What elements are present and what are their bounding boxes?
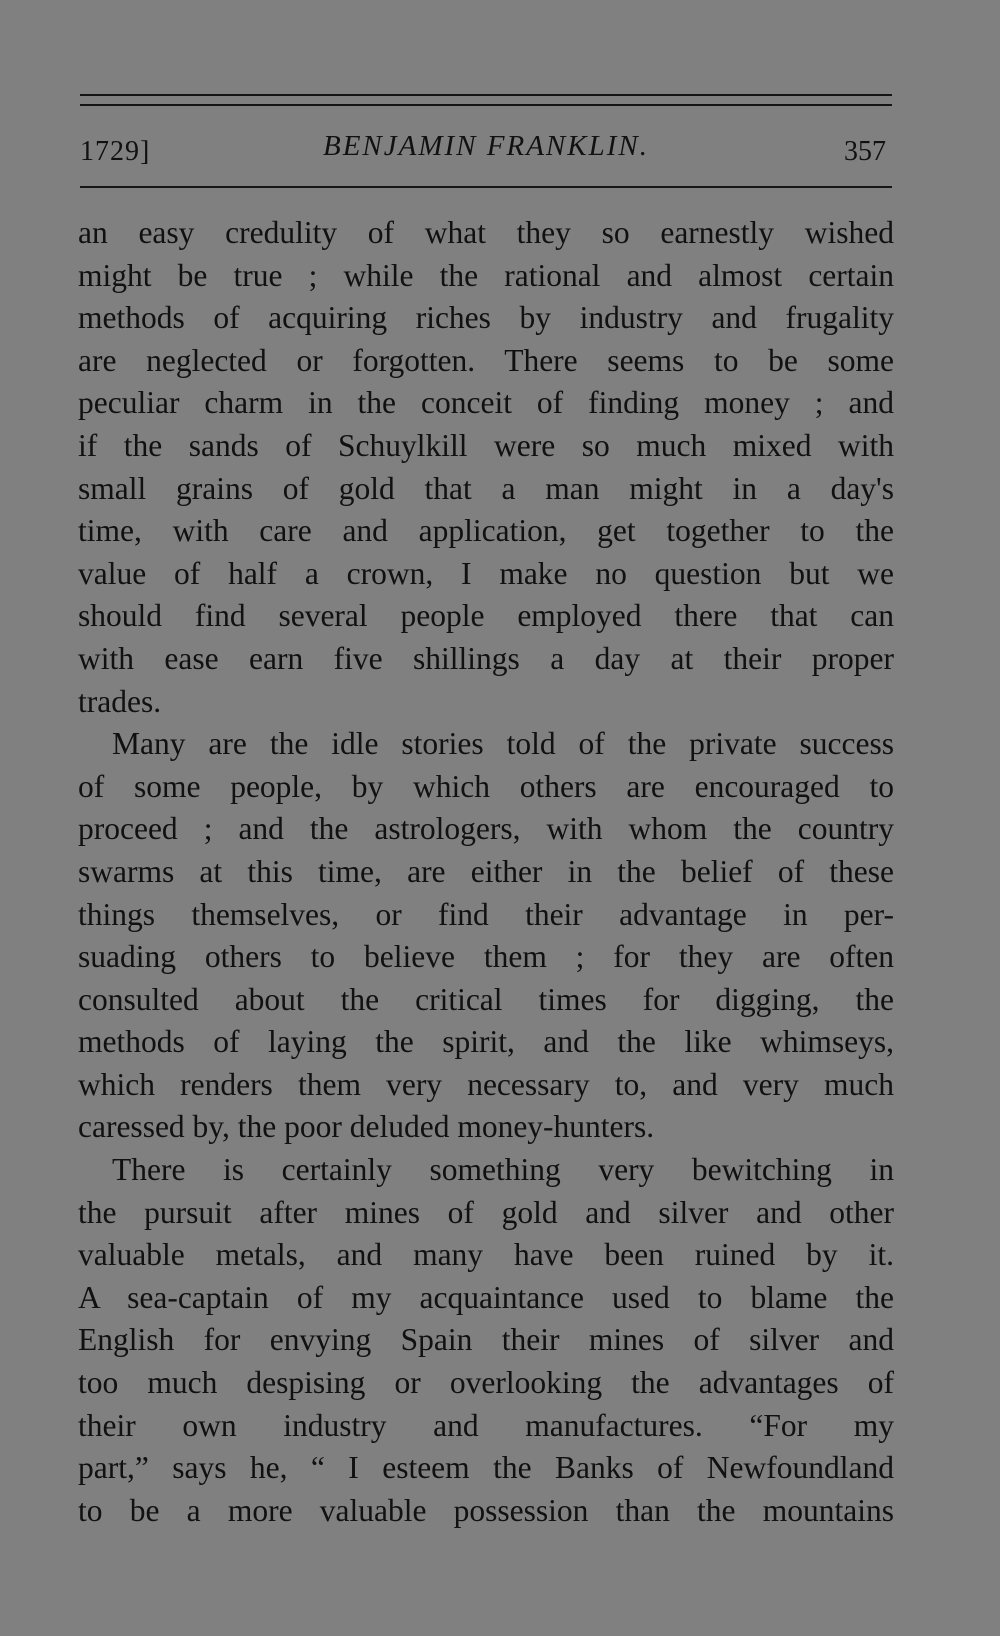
text-line: swarms at this time, are either in the belief of these <box>78 853 894 889</box>
header-rule <box>80 186 892 188</box>
text-line: value of half a crown, I make no question but we <box>78 555 894 591</box>
running-head <box>80 128 892 172</box>
top-rule <box>80 94 892 96</box>
text-line: proceed ; and the astrologers, with whom the country <box>78 811 894 847</box>
text-line: too much despising or overlooking the advantages of <box>78 1365 894 1401</box>
text-line: their own industry and manufactures. “For my <box>78 1407 894 1443</box>
text-line: consulted about the critical times for digging, the <box>78 981 894 1017</box>
text-line: English for envying Spain their mines of silver and <box>78 1322 894 1358</box>
text-line: of some people, by which others are encouraged to <box>78 768 894 804</box>
text-line: small grains of gold that a man might in a day's <box>78 470 894 506</box>
page-number: 357 <box>844 136 886 167</box>
text-line: should find several people employed there that can <box>78 598 894 634</box>
body-text <box>78 212 894 1532</box>
text-line: methods of laying the spirit, and the like whimseys, <box>78 1024 894 1060</box>
text-line: trades. <box>78 683 162 719</box>
top-rule-inner <box>80 104 892 106</box>
text-line: A sea-captain of my acquaintance used to blame the <box>78 1279 894 1315</box>
text-line: are neglected or forgotten. There seems to be some <box>78 342 894 378</box>
text-line: things themselves, or find their advantage in per- <box>78 896 894 932</box>
text-line: suading others to believe them ; for they are often <box>78 939 894 975</box>
text-line: caressed by, the poor deluded money-hunters. <box>78 1109 655 1145</box>
text-line: time, with care and application, get together to the <box>78 513 894 549</box>
paragraph-start-line: Many are the idle stories told of the private success <box>112 726 894 762</box>
text-line: the pursuit after mines of gold and silver and other <box>78 1194 894 1230</box>
text-line: if the sands of Schuylkill were so much mixed with <box>78 427 894 463</box>
text-line: might be true ; while the rational and almost certain <box>78 257 894 293</box>
text-line: an easy credulity of what they so earnestly wished <box>78 215 894 250</box>
text-line: which renders them very necessary to, and very much <box>78 1066 894 1102</box>
running-head-year: 1729] <box>80 136 151 167</box>
text-line: valuable metals, and many have been ruined by it. <box>78 1237 894 1273</box>
text-line: to be a more valuable possession than the mountains <box>78 1492 894 1528</box>
paragraph-start-line: There is certainly something very bewitching in <box>112 1152 894 1188</box>
text-line: peculiar charm in the conceit of finding money ; and <box>78 385 894 421</box>
text-line: part,” says he, “ I esteem the Banks of Newfoundland <box>78 1450 894 1486</box>
text-line: methods of acquiring riches by industry and frugality <box>78 300 894 336</box>
running-head-title: BENJAMIN FRANKLIN. <box>323 130 649 162</box>
text-line: with ease earn five shillings a day at their proper <box>78 640 894 676</box>
